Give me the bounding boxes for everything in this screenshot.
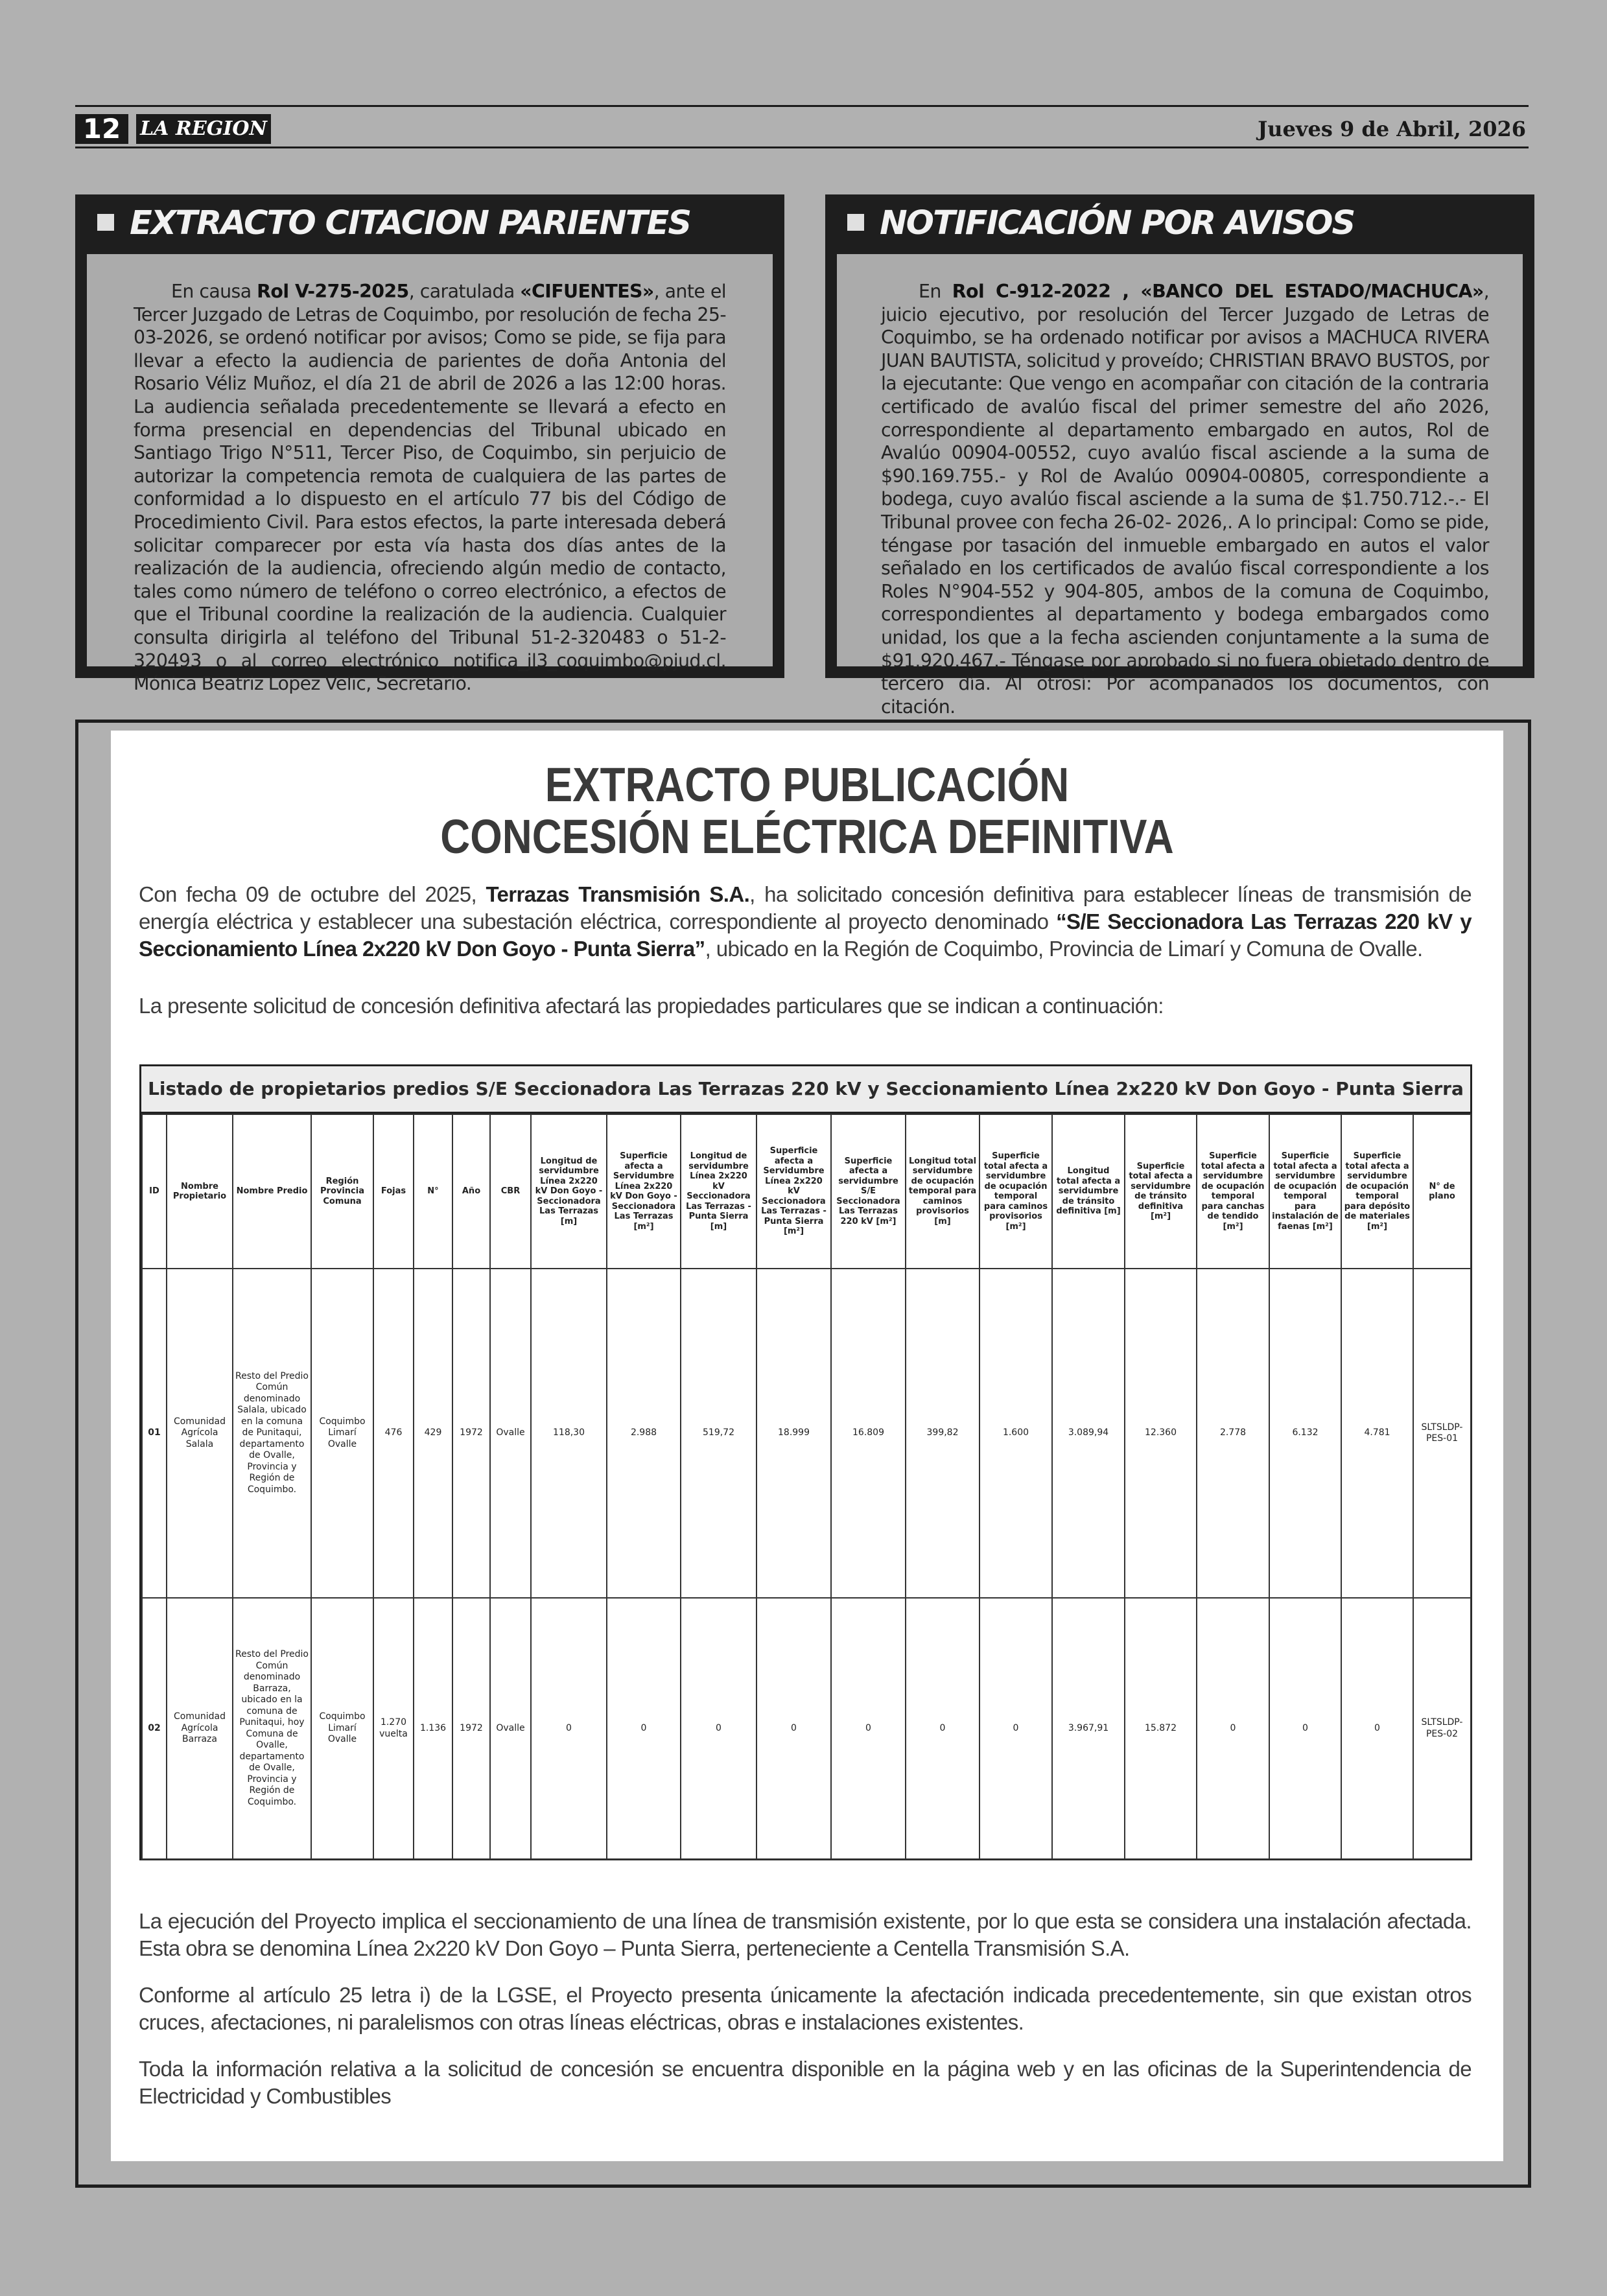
table-cell: 118,30 bbox=[531, 1269, 607, 1598]
table-row bbox=[142, 1598, 1471, 1859]
table-cell: 2.988 bbox=[607, 1269, 681, 1598]
column-header: Longitud total servidumbre de ocupación temporal para caminos provisorios [m] bbox=[906, 1114, 979, 1269]
table-cell: 3.089,94 bbox=[1052, 1269, 1125, 1598]
table-cell: 0 bbox=[1341, 1598, 1413, 1859]
table-cell: 6.132 bbox=[1269, 1269, 1341, 1598]
notice-body-text bbox=[134, 280, 726, 696]
table-cell: Comunidad Agrícola Barraza bbox=[167, 1598, 233, 1859]
column-header: Longitud de servidumbre Línea 2x220 kV Don Goyo - Seccionadora Las Terrazas [m] bbox=[531, 1114, 607, 1269]
column-header: Superficie total afecta a servidumbre de ocupación temporal para canchas de tendido [m²] bbox=[1197, 1114, 1269, 1269]
table-cell: 0 bbox=[831, 1598, 906, 1859]
notice-title bbox=[75, 194, 784, 253]
info-paragraph: Toda la información relativa a la solicitud de concesión se encuentra disponible en la página web y en las oficinas de la Superintendencia de Electricidad y Combustibles bbox=[139, 2057, 1472, 2108]
text-run: , ante el Tercer Juzgado de Letras de Coquimbo, por resolución de fecha 25-03-2026, se ordenó notificar por avisos; Como se pide, se fija para llevar a efecto la audiencia de parientes de doña Antonia del Rosario Véliz Muñoz, el día 21 de abril de 2026 a las 12:00 horas. La audiencia señalada precedentemente se llevará a efecto en forma presencial en dependencias del Tribunal ubicado en Santiago Trigo N°511, Tercer Piso, de Coquimbo, sin perjuicio de autorizar la competencia remota de cualquiera de las partes de conformidad a lo dispuesto en el artículo 77 bis del Código de Procedimiento Civil. Para estos efectos, la parte interesada deberá solicitar comparecer por esta vía hasta dos días antes de la realización de la audiencia, ofreciendo algún medio de contacto, tales como número de teléfono o correo electrónico, a efectos de que el Tribunal coordine la realización de la audiencia. Cualquier consulta dirigirla al teléfono del Tribunal 51-2-320483 o 51-2-320493 o al correo electrónico notifica_jl3_coquimbo@pjud.cl. Mónica Beatriz Lopez Velic, Secretario. bbox=[134, 281, 726, 695]
newspaper-logo: LA REGION bbox=[136, 114, 271, 144]
table-cell: 519,72 bbox=[681, 1269, 757, 1598]
extract-title-line2: CONCESIÓN ELÉCTRICA DEFINITIVA bbox=[440, 810, 1174, 863]
table-cell: Coquimbo Limarí Ovalle bbox=[311, 1598, 373, 1859]
square-bullet-icon bbox=[847, 214, 864, 231]
column-header: Superficie afecta a Servidumbre Línea 2x220 kV Don Goyo - Seccionadora Las Terrazas [m²] bbox=[607, 1114, 681, 1269]
table-cell: SLTSLDP-PES-02 bbox=[1413, 1598, 1471, 1859]
column-header: Región Provincia Comuna bbox=[311, 1114, 373, 1269]
column-header: Año bbox=[452, 1114, 490, 1269]
text-run: , juicio ejecutivo, por resolución del Tercer Juzgado de Letras de Coquimbo, se ha ordenado notificar por avisos a MACHUCA RIVERA JUAN BAUTISTA, solicitud y proveído; CHRISTIAN BRAVO BUSTOS, por la ejecutante: Que vengo en acompañar con citación de la contraria certificado de avalúo fiscal del primer semestre del año 2026, correspondiente al departamento embargado en autos, Rol de Avalúo 00904-00552, cuyo avalúo fiscal asciende a la suma de $90.169.755.- y Rol de Avalúo 00904-00805, correspondiente a bodega, cuyo avalúo fiscal asciende a la suma de $1.750.712.-.- El Tribunal provee con fecha 26-02- 2026,. A lo principal: Como se pide, téngase por tasación del inmueble embargado en autos el valor señalado en los certificados de avalúo fiscal correspondiente a los Roles N°904-552 y 904-805, ambos de la comuna de Coquimbo, correspondientes al departamento y bodega embargados como unidad, los que a la fecha ascienden conjuntamente a la suma de $91.920.467.- Téngase por aprobado si no fuera objetado dentro de tercero día. Al otrosí: Por acompañados los documentos, con citación. bbox=[881, 281, 1489, 718]
table-cell: SLTSLDP-PES-01 bbox=[1413, 1269, 1471, 1598]
owners-grid bbox=[141, 1114, 1472, 1860]
owners-table bbox=[139, 1064, 1472, 1860]
column-header: ID bbox=[142, 1114, 167, 1269]
column-header: Nombre Predio bbox=[233, 1114, 311, 1269]
extract-title bbox=[208, 759, 1405, 863]
text-run: , ha solicitado concesión definitiva para establecer líneas de transmisión de energía eléctrica y establecer una subestación eléctrica, correspondiente al proyecto denominado bbox=[139, 882, 1472, 933]
affects-paragraph: La presente solicitud de concesión definitiva afectará las propiedades particulares que se indican a continuación: bbox=[139, 994, 1164, 1018]
column-header: Superficie total afecta a servidumbre de ocupación temporal para caminos provisorios [m²] bbox=[979, 1114, 1052, 1269]
column-header: N° de plano bbox=[1413, 1114, 1471, 1269]
column-header: Superficie afecta a Servidumbre Línea 2x220 kV Seccionadora Las Terrazas - Punta Sierra [m²] bbox=[757, 1114, 831, 1269]
text-run: En causa bbox=[171, 281, 257, 302]
project-name: “S/E Seccionadora Las Terrazas 220 kV y Seccionamiento Línea 2x220 kV Don Goyo - Punta Sierra” bbox=[139, 909, 1472, 961]
table-cell: 3.967,91 bbox=[1052, 1598, 1125, 1859]
notice-title-text: EXTRACTO CITACION PARIENTES bbox=[130, 204, 691, 242]
header-bottom-rule bbox=[75, 146, 1529, 148]
table-cell: 15.872 bbox=[1125, 1598, 1197, 1859]
text-run: En bbox=[919, 281, 952, 302]
extract-title-line1: EXTRACTO PUBLICACIÓN bbox=[545, 758, 1070, 812]
table-header-row bbox=[142, 1114, 1471, 1269]
company-name: Terrazas Transmisión S.A. bbox=[486, 882, 750, 906]
notice-title-text: NOTIFICACIÓN POR AVISOS bbox=[880, 204, 1355, 242]
text-run: , ubicado en la Región de Coquimbo, Provincia de Limarí y Comuna de Ovalle. bbox=[705, 937, 1423, 961]
notice-citacion-parientes bbox=[75, 194, 784, 695]
table-cell: 1972 bbox=[452, 1269, 490, 1598]
table-cell: 0 bbox=[1269, 1598, 1341, 1859]
column-header: Superficie total afecta a servidumbre de tránsito definitiva [m²] bbox=[1125, 1114, 1197, 1269]
table-cell: 12.360 bbox=[1125, 1269, 1197, 1598]
page-number: 12 bbox=[75, 114, 128, 144]
column-header: Superficie total afecta a servidumbre de ocupación temporal para instalación de faenas [m²] bbox=[1269, 1114, 1341, 1269]
notice-body-panel bbox=[837, 254, 1523, 718]
column-header: Superficie total afecta a servidumbre de ocupación temporal para depósito de materiales [m²] bbox=[1341, 1114, 1413, 1269]
table-cell: 2.778 bbox=[1197, 1269, 1269, 1598]
table-cell: 0 bbox=[607, 1598, 681, 1859]
column-header: Fojas bbox=[373, 1114, 414, 1269]
table-cell: 4.781 bbox=[1341, 1269, 1413, 1598]
text-run: , caratulada bbox=[408, 281, 521, 302]
notice-notificacion-avisos bbox=[825, 194, 1534, 718]
column-header: Longitud total afecta a servidumbre de tránsito definitiva [m] bbox=[1052, 1114, 1125, 1269]
table-cell: 0 bbox=[1197, 1598, 1269, 1859]
column-header: Superficie afecta a servidumbre S/E Seccionadora Las Terrazas 220 kV [m²] bbox=[831, 1114, 906, 1269]
column-header: Nombre Propietario bbox=[167, 1114, 233, 1269]
case-title: «CIFUENTES» bbox=[520, 281, 654, 302]
table-cell: Ovalle bbox=[490, 1598, 531, 1859]
table-cell: 1.600 bbox=[979, 1269, 1052, 1598]
case-number: Rol V-275-2025 bbox=[257, 281, 409, 302]
table-cell: 1.136 bbox=[414, 1598, 452, 1859]
table-cell: 0 bbox=[681, 1598, 757, 1859]
table-body bbox=[142, 1269, 1471, 1859]
issue-date: Jueves 9 de Abril, 2026 bbox=[1258, 117, 1526, 141]
article-paragraph: Conforme al artículo 25 letra i) de la LGSE, el Proyecto presenta únicamente la afectación indicada precedentemente, sin que existan otros cruces, afectaciones, ni paralelismos con otras líneas eléctricas, obras e instalaciones existentes. bbox=[139, 1983, 1472, 2034]
column-header: N° bbox=[414, 1114, 452, 1269]
table-cell: 16.809 bbox=[831, 1269, 906, 1598]
table-cell: 1972 bbox=[452, 1598, 490, 1859]
table-row bbox=[142, 1269, 1471, 1598]
table-cell: 18.999 bbox=[757, 1269, 831, 1598]
table-cell: 02 bbox=[142, 1598, 167, 1859]
column-header: CBR bbox=[490, 1114, 531, 1269]
table-cell: 476 bbox=[373, 1269, 414, 1598]
text-run: Con fecha 09 de octubre del 2025, bbox=[139, 882, 486, 906]
column-header: Longitud de servidumbre Línea 2x220 kV Seccionadora Las Terrazas - Punta Sierra [m] bbox=[681, 1114, 757, 1269]
table-cell: 0 bbox=[531, 1598, 607, 1859]
table-cell: 0 bbox=[906, 1598, 979, 1859]
table-cell: 0 bbox=[979, 1598, 1052, 1859]
table-caption: Listado de propietarios predios S/E Seccionadora Las Terrazas 220 kV y Seccionamiento Línea 2x220 kV Don Goyo - Punta Sierra bbox=[141, 1066, 1470, 1114]
table-cell: Resto del Predio Común denominado Barraza, ubicado en la comuna de Punitaqui, hoy Comuna de Ovalle, departamento de Ovalle, Provincia y Región de Coquimbo. bbox=[233, 1598, 311, 1859]
notice-body-text bbox=[881, 280, 1489, 718]
table-cell: 429 bbox=[414, 1269, 452, 1598]
table-cell: 1.270 vuelta bbox=[373, 1598, 414, 1859]
table-cell: Comunidad Agrícola Salala bbox=[167, 1269, 233, 1598]
table-cell: Ovalle bbox=[490, 1269, 531, 1598]
table-cell: 0 bbox=[757, 1598, 831, 1859]
notice-body-panel bbox=[87, 254, 773, 695]
header-top-rule bbox=[75, 105, 1529, 107]
intro-paragraph bbox=[139, 881, 1472, 963]
extract-panel bbox=[111, 731, 1503, 2161]
table-cell: 399,82 bbox=[906, 1269, 979, 1598]
notice-title bbox=[825, 194, 1534, 253]
square-bullet-icon bbox=[97, 214, 114, 231]
table-cell: Coquimbo Limarí Ovalle bbox=[311, 1269, 373, 1598]
execution-paragraph: La ejecución del Proyecto implica el seccionamiento de una línea de transmisión existente, por lo que esta se considera una instalación afectada. Esta obra se denomina Línea 2x220 kV Don Goyo – Punta Sierra, perteneciente a Centella Transmisión S.A. bbox=[139, 1909, 1472, 1960]
table-cell: Resto del Predio Común denominado Salala, ubicado en la comuna de Punitaqui, departamento de Ovalle, Provincia y Región de Coquimbo. bbox=[233, 1269, 311, 1598]
case-number: Rol C-912-2022 , «BANCO DEL ESTADO/MACHUCA» bbox=[952, 281, 1484, 302]
table-cell: 01 bbox=[142, 1269, 167, 1598]
